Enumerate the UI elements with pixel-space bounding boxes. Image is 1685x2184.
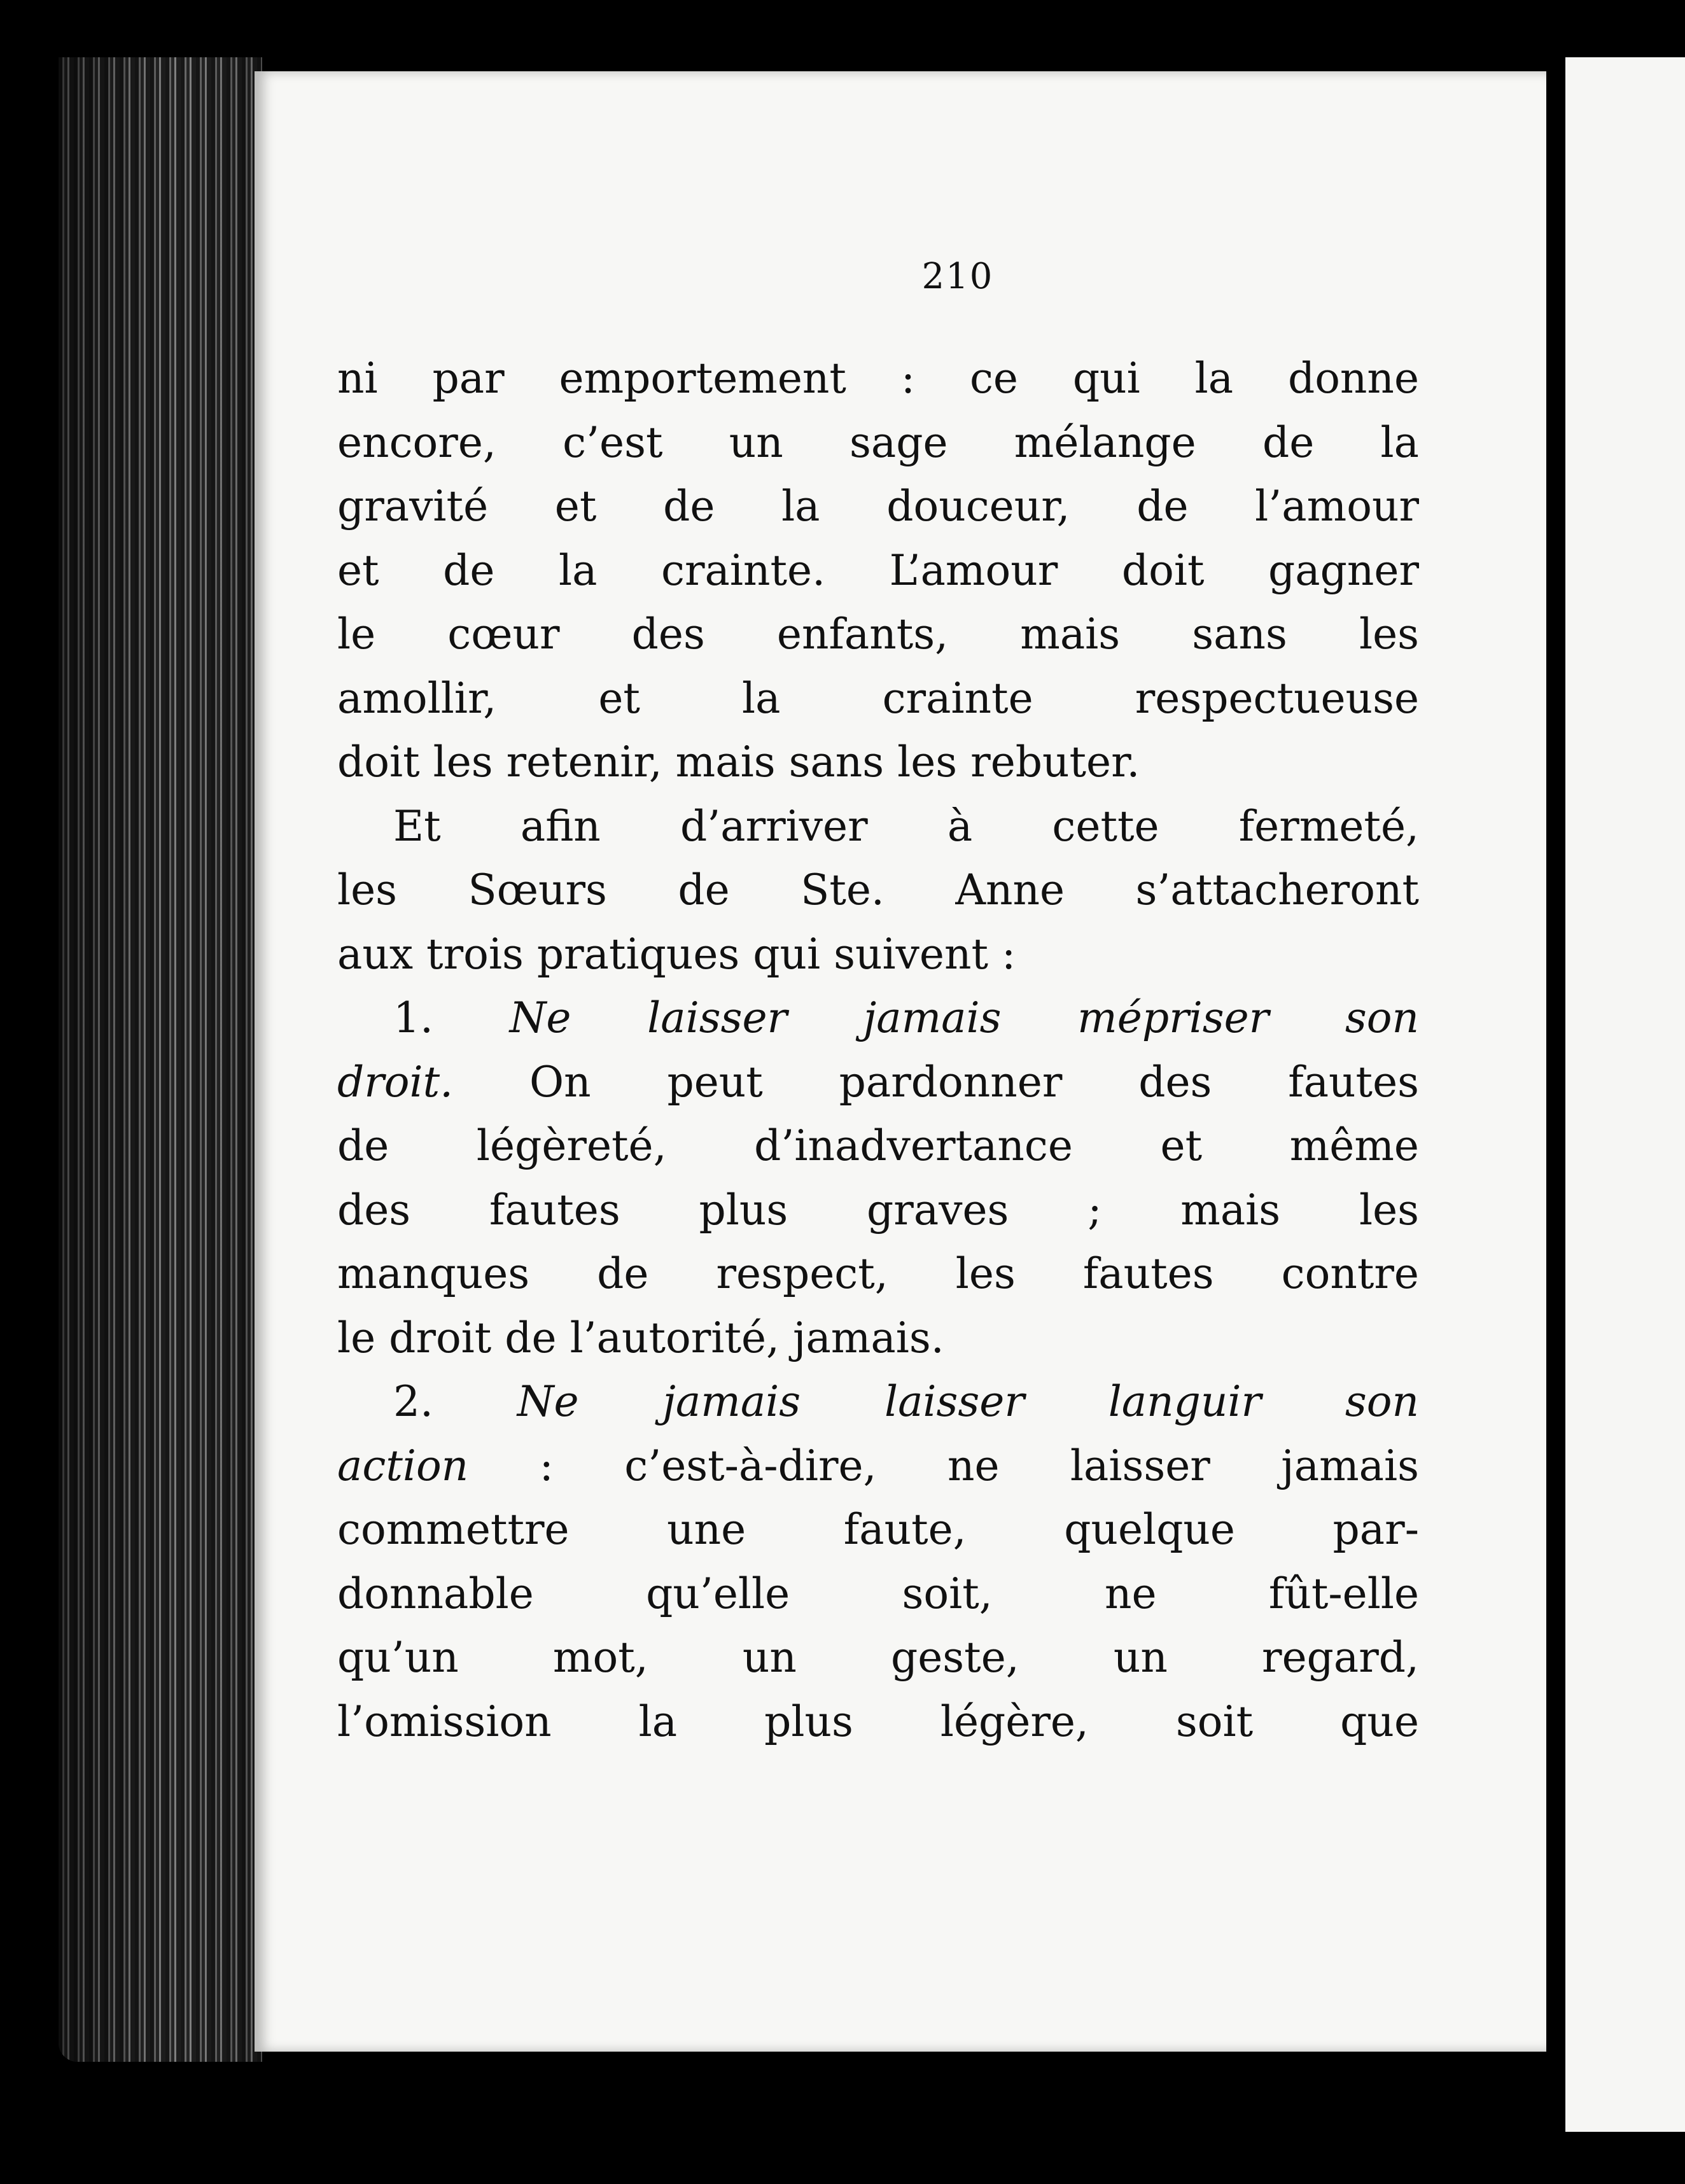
text-line: l’omission la plus légère, soit que bbox=[337, 1697, 1419, 1746]
italic-phrase: droit. bbox=[337, 1057, 454, 1107]
text-line: manques de respect, les fautes contre bbox=[337, 1249, 1419, 1298]
text-line: des fautes plus graves ; mais les bbox=[337, 1185, 1419, 1235]
italic-phrase: Ne laisser jamais mépriser son bbox=[509, 993, 1419, 1042]
text-line: de légèreté, d’inadvertance et même bbox=[337, 1121, 1419, 1170]
page-number: 210 bbox=[921, 256, 994, 297]
text-line: et de la crainte. L’amour doit gagner bbox=[337, 545, 1419, 595]
list-number: 1. bbox=[393, 993, 510, 1042]
text-line: donnable qu’elle soit, ne fût-elle bbox=[337, 1569, 1419, 1618]
text-line: encore, c’est un sage mélange de la bbox=[337, 417, 1419, 467]
text-line: aux trois pratiques qui suivent : bbox=[337, 929, 1016, 979]
text-line: gravité et de la douceur, de l’amour bbox=[337, 482, 1419, 531]
text-line: commettre une faute, quelque par- bbox=[337, 1505, 1419, 1554]
text-line: amollir, et la crainte respectueuse bbox=[337, 673, 1419, 723]
text-line: ni par emportement : ce qui la donne bbox=[337, 354, 1419, 403]
italic-phrase: action bbox=[337, 1441, 469, 1490]
text-segment: On peut pardonner des fautes bbox=[453, 1057, 1419, 1107]
text-segment: : c’est-à-dire, ne laisser jamais bbox=[468, 1441, 1419, 1490]
text-line bbox=[337, 1051, 1419, 1115]
book-page-edges-shadow bbox=[59, 57, 262, 2062]
adjacent-page-edge bbox=[1559, 57, 1685, 2132]
text-line: Et afin d’arriver à cette fermeté, bbox=[393, 801, 1419, 851]
text-line: les Sœurs de Ste. Anne s’attacheront bbox=[337, 865, 1419, 914]
text-line bbox=[337, 986, 1419, 1051]
text-line: doit les retenir, mais sans les rebuter. bbox=[337, 738, 1140, 787]
text-line: qu’un mot, un geste, un regard, bbox=[337, 1633, 1419, 1682]
list-number: 2. bbox=[393, 1377, 517, 1426]
text-line bbox=[337, 1434, 1419, 1499]
text-line: le droit de l’autorité, jamais. bbox=[337, 1313, 944, 1362]
text-line bbox=[337, 1370, 1419, 1434]
italic-phrase: Ne jamais laisser languir son bbox=[517, 1377, 1419, 1426]
page-text bbox=[337, 347, 1419, 1754]
text-line: le cœur des enfants, mais sans les bbox=[337, 610, 1419, 659]
